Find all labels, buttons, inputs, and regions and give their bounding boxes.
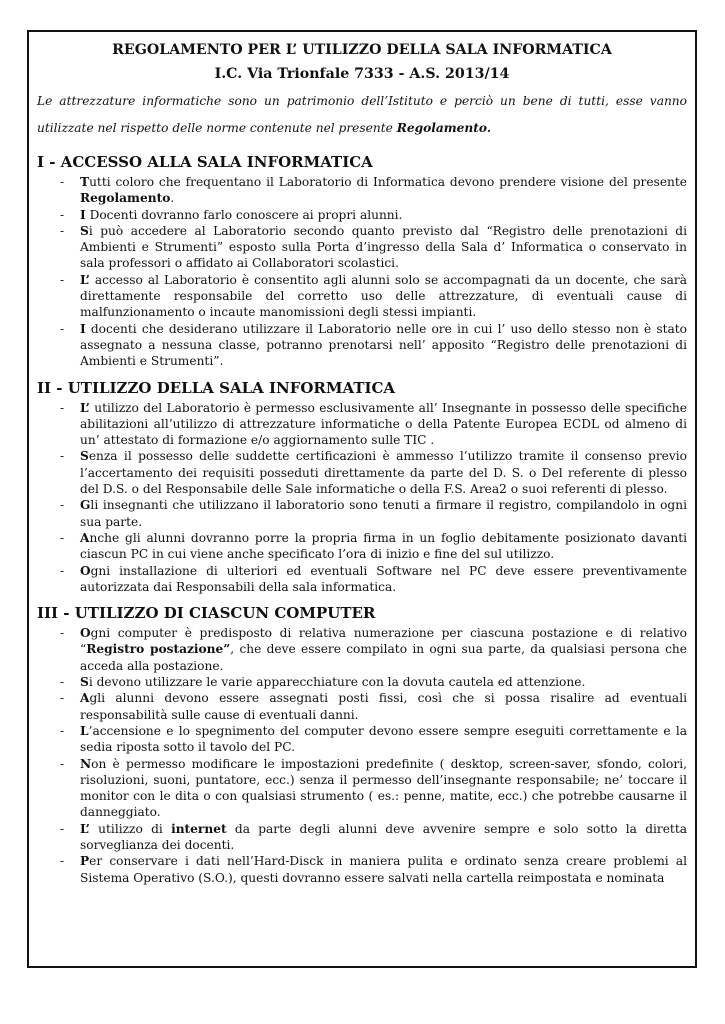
rule-cap: G: [80, 498, 91, 513]
rule-item: [37, 530, 687, 563]
rule-cap: I: [80, 207, 86, 222]
bullet-dash: -: [60, 854, 65, 869]
rule-item: [37, 674, 687, 690]
bullet-dash: -: [60, 723, 65, 738]
rule-cap: L’: [80, 821, 90, 836]
rule-cap: A: [80, 691, 90, 706]
rule-text: on è permesso modificare le impostazioni predefinite ( desktop, screen-saver, sfondo, colori, risoluzioni, suoni, puntatore, ecc.) senza il permesso dell’insegnante responsabile; ne’ toccare il monitor con le dita o con qualsiasi strumento ( es.: penne, matite, ecc.) che potrebbe causarne il danneggiato.: [80, 756, 687, 820]
bullet-dash: -: [60, 175, 65, 189]
rule-cap: L’: [80, 272, 90, 287]
intro-paragraph: [37, 88, 687, 142]
rule-item: [37, 690, 687, 723]
rule-cap: S: [80, 449, 89, 464]
section-title: II - UTILIZZO DELLA SALA INFORMATICA: [37, 378, 396, 397]
document-title: REGOLAMENTO PER L’ UTILIZZO DELLA SALA INFORMATICA: [112, 42, 612, 58]
rule-bold: internet: [171, 821, 227, 836]
bullet-dash: -: [60, 207, 65, 222]
rule-item: [37, 756, 687, 821]
rule-text: nche gli alunni dovranno porre la propria firma in un foglio debitamente posizionato davanti ciascun PC in cui viene anche specificato l’ora di inizio e fine del sul utilizzo.: [80, 530, 687, 562]
rule-item: [37, 853, 687, 886]
rule-cap: A: [80, 530, 90, 545]
rule-after: da parte degli alunni deve avvenire sempre e solo sotto la diretta sorveglianza dei docenti.: [80, 821, 687, 852]
rule-text: utilizzo del Laboratorio è permesso esclusivamente all’ Insegnante in possesso delle specifiche abilitazioni all’utilizzo di attrezzature informatiche o della Patente Europea ECDL od almeno di un’ attestato di formazione e/o aggiornamento sulle TIC .: [80, 400, 687, 448]
rules-list: [37, 174, 687, 370]
section-title: I - ACCESSO ALLA SALA INFORMATICA: [37, 153, 373, 171]
bullet-dash: -: [60, 498, 65, 513]
rule-cap: P: [80, 854, 90, 869]
rule-cap: N: [80, 756, 92, 771]
rule-text: utti coloro che frequentano il Laboratorio di Informatica devono prendere visione del presente: [89, 175, 687, 189]
rules-list: [37, 400, 687, 596]
rule-text: accesso al Laboratorio è consentito agli alunni solo se accompagnati da un docente, che sarà direttamente responsabile del corretto uso delle attrezzature, di eventuali cause di malfunzionamento o incaute manomissioni degli stessi impianti.: [80, 272, 687, 320]
bullet-dash: -: [60, 563, 65, 578]
rule-item: [37, 207, 687, 223]
bullet-dash: -: [60, 223, 65, 238]
bullet-dash: -: [60, 626, 65, 641]
bullet-dash: -: [60, 321, 65, 336]
rule-cap: S: [80, 223, 89, 238]
rule-bold: Regolamento: [80, 191, 171, 206]
rule-item: [37, 448, 687, 497]
bullet-dash: -: [60, 691, 65, 706]
rule-item: [37, 497, 687, 530]
rule-cap: S: [80, 675, 89, 690]
rule-item: [37, 625, 687, 674]
bullet-dash: -: [60, 756, 65, 771]
rule-after: , che deve essere compilato in ogni sua parte, da qualsiasi persona che acceda alla postazione.: [80, 642, 687, 673]
rules-list: [37, 625, 687, 886]
document-subtitle: I.C. Via Trionfale 7333 - A.S. 2013/14: [214, 66, 510, 82]
rule-cap: I: [80, 321, 86, 336]
bullet-dash: -: [60, 400, 65, 415]
rule-text: enza il possesso delle suddette certificazioni è ammesso l’utilizzo tramite il consenso previo l’accertamento dei requisiti posseduti direttamente da parte del D. S. o Del referente di plesso del D.S. o del Responsabile delle Sale informatiche o della F.S. Area2 o suoi referenti di plesso.: [80, 449, 687, 497]
bullet-dash: -: [60, 530, 65, 545]
rule-text: Docenti dovranno farlo conoscere ai propri alunni.: [85, 207, 403, 222]
rule-cap: T: [80, 175, 90, 189]
rule-item: [37, 563, 687, 596]
rule-text: i può accedere al Laboratorio secondo quanto previsto dal “Registro delle prenotazioni di Ambienti e Strumenti” esposto sulla Porta d’ingresso della Sala d’ Informatica o conservato in sala professori o affidato ai Collaboratori scolastici.: [80, 223, 687, 271]
rule-text: gni computer è predisposto di relativa numerazione per ciascuna postazione e di relativo “: [80, 626, 687, 657]
bullet-dash: -: [60, 272, 65, 287]
rule-cap: O: [80, 563, 91, 578]
intro-bold: Regolamento.: [396, 121, 492, 135]
rule-text: er conservare i dati nell’Hard-Disck in maniera pulita e ordinato senza creare problemi al Sistema Operativo (S.O.), questi dovranno essere salvati nella cartella reimpostata e nominata: [80, 854, 687, 885]
bullet-dash: -: [60, 821, 65, 836]
rule-cap: L: [80, 723, 89, 738]
rule-after: .: [170, 191, 175, 206]
rule-text: gli alunni devono essere assegnati posti fissi, così che si possa risalire ad eventuali responsabilità sulle cause di eventuali danni.: [80, 691, 687, 722]
rule-cap: L’: [80, 400, 90, 415]
rule-item: [37, 723, 687, 756]
rule-text: i devono utilizzare le varie apparecchiature con la dovuta cautela ed attenzione.: [88, 675, 586, 690]
rule-item: [37, 174, 687, 207]
sections-container: [37, 152, 687, 886]
rule-text: gni installazione di ulteriori ed eventuali Software nel PC deve essere preventivamente autorizzata dai Responsabili della sala informatica.: [80, 563, 687, 594]
rule-item: [37, 321, 687, 370]
bullet-dash: -: [60, 675, 65, 690]
rule-item: [37, 223, 687, 272]
document-frame: [27, 30, 697, 968]
rule-item: [37, 821, 687, 854]
rule-text: docenti che desiderano utilizzare il Laboratorio nelle ore in cui l’ uso dello stesso non è stato assegnato a nessuna classe, potranno prenotarsi nell’ apposito “Registro delle prenotazioni di Ambienti e Strumenti”.: [80, 321, 687, 369]
rule-cap: O: [80, 626, 91, 641]
intro-text: Le attrezzature informatiche sono un patrimonio dell’Istituto e perciò un bene di tutti, esse vanno utilizzate nel rispetto delle norme contenute nel presente: [37, 94, 687, 135]
rule-bold: Registro postazione”: [86, 642, 231, 657]
rule-text: ’accensione e lo spegnimento del computer devono essere sempre eseguiti correttamente e la sedia riposta sotto il tavolo del PC.: [80, 723, 687, 755]
rule-text: utilizzo di: [89, 821, 172, 836]
rule-text: li insegnanti che utilizzano il laboratorio sono tenuti a firmare il registro, compilandolo in ogni sua parte.: [80, 498, 687, 529]
rule-item: [37, 272, 687, 321]
rule-item: [37, 400, 687, 449]
bullet-dash: -: [60, 449, 65, 464]
section-title: III - UTILIZZO DI CIASCUN COMPUTER: [37, 604, 376, 623]
